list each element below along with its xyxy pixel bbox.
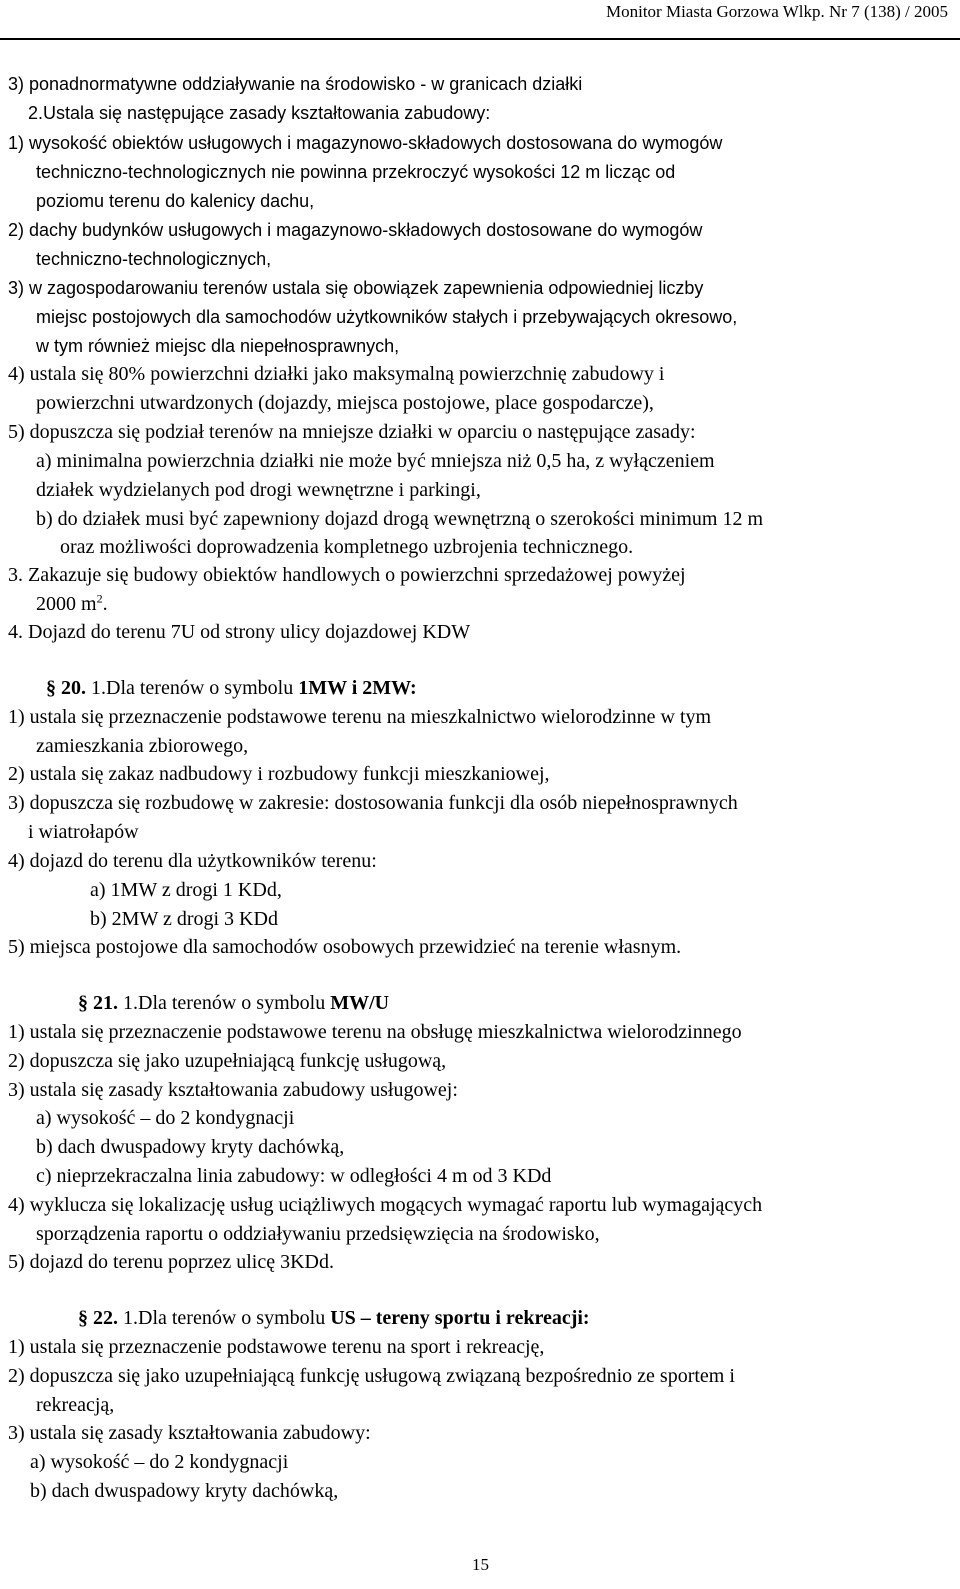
text-line: b) do działek musi być zapewniony dojazd drogą wewnętrzną o szerokości minimum 12 m — [36, 508, 764, 530]
text-line: b) 2MW z drogi 3 KDd — [90, 908, 278, 930]
text-line: 5) dopuszcza się podział terenów na mniejsze działki w oparciu o następujące zasady: — [8, 421, 696, 443]
text-line: 3) ustala się zasady kształtowania zabudowy: — [8, 1422, 371, 1444]
text-line: 2) ustala się zakaz nadbudowy i rozbudowy funkcji mieszkaniowej, — [8, 763, 550, 785]
text-line: 4. Dojazd do terenu 7U od strony ulicy dojazdowej KDW — [8, 621, 471, 643]
text-line: działek wydzielanych pod drogi wewnętrzne i parkingi, — [36, 479, 481, 501]
area-value: 2000 m — [36, 593, 97, 615]
text-line: 3) dopuszcza się rozbudowę w zakresie: dostosowania funkcji dla osób niepełnosprawnych — [8, 792, 738, 814]
section-21-heading — [78, 991, 389, 1015]
text-line: sporządzenia raportu o oddziaływaniu przedsięwzięcia na środowisko, — [36, 1223, 600, 1245]
text-line: miejsc postojowych dla samochodów użytkowników stałych i przebywających okresowo, — [36, 307, 738, 327]
header-rule — [0, 38, 960, 40]
text-line: poziomu terenu do kalenicy dachu, — [36, 191, 315, 211]
period: . — [102, 593, 108, 615]
section-symbol: 1MW i 2MW: — [298, 677, 417, 699]
text-line: 1) ustala się przeznaczenie podstawowe terenu na obsługę mieszkalnictwa wielorodzinnego — [8, 1021, 742, 1043]
text-line: 3. Zakazuje się budowy obiektów handlowych o powierzchni sprzedażowej powyżej — [8, 564, 686, 586]
text-line: b) dach dwuspadowy kryty dachówką, — [36, 1136, 345, 1158]
page-header: Monitor Miasta Gorzowa Wlkp. Nr 7 (138) / 2005 — [606, 2, 948, 21]
text-line: c) nieprzekraczalna linia zabudowy: w odległości 4 m od 3 KDd — [36, 1165, 552, 1187]
section-number: § 22. — [78, 1307, 118, 1329]
text-line: 2) dopuszcza się jako uzupełniającą funkcję usługową związaną bezpośrednio ze sportem i — [8, 1365, 735, 1387]
text-line: a) wysokość – do 2 kondygnacji — [36, 1107, 295, 1129]
text-line: 1) ustala się przeznaczenie podstawowe terenu na mieszkalnictwo wielorodzinne w tym — [8, 706, 712, 728]
text-line: oraz możliwości doprowadzenia kompletnego uzbrojenia technicznego. — [60, 536, 634, 558]
section-symbol: MW/U — [330, 992, 390, 1014]
text-line: 4) ustala się 80% powierzchni działki jako maksymalną powierzchnię zabudowy i — [8, 363, 665, 385]
text-line — [36, 160, 942, 184]
text-line: rekreacją, — [36, 1394, 115, 1416]
text-line: powierzchni utwardzonych (dojazdy, miejsca postojowe, place gospodarcze), — [36, 392, 654, 414]
text-line: 3) ponadnormatywne oddziaływanie na środowisko - w granicach działki — [8, 74, 583, 94]
text-line: 2) dopuszcza się jako uzupełniającą funkcję usługową, — [8, 1050, 447, 1072]
text-line: 3) w zagospodarowaniu terenów ustala się obowiązek zapewnienia odpowiedniej liczby — [8, 278, 704, 298]
text-line: 5) miejsca postojowe dla samochodów osobowych przewidzieć na terenie własnym. — [8, 936, 682, 958]
section-intro: 1.Dla terenów o symbolu — [86, 677, 299, 699]
section-20-heading — [46, 676, 417, 700]
text-line: i wiatrołapów — [28, 821, 139, 843]
text-line: zamieszkania zbiorowego, — [36, 735, 249, 757]
superscript: 2 — [96, 591, 103, 606]
text-line — [36, 592, 108, 616]
text-line: 5) dojazd do terenu poprzez ulicę 3KDd. — [8, 1251, 334, 1273]
section-intro: 1.Dla terenów o symbolu — [118, 1307, 331, 1329]
text-line: a) wysokość – do 2 kondygnacji — [30, 1451, 289, 1473]
text-line: a) 1MW z drogi 1 KDd, — [90, 879, 282, 901]
section-symbol: US – tereny sportu i rekreacji: — [330, 1307, 590, 1329]
section-number: § 21. — [78, 992, 118, 1014]
text-line: 1) wysokość obiektów usługowych i magazynowo-składowych dostosowana do wymogów — [8, 133, 723, 153]
text-line: 3) ustala się zasady kształtowania zabudowy usługowej: — [8, 1079, 458, 1101]
text-line: w tym również miejsc dla niepełnosprawnych, — [36, 336, 400, 356]
text-line: 2.Ustala się następujące zasady kształtowania zabudowy: — [28, 103, 491, 123]
text-line: 4) wyklucza się lokalizację usług uciążliwych mogących wymagać raportu lub wymagających — [8, 1194, 763, 1216]
section-number: § 20. — [46, 677, 86, 699]
text-line: a) minimalna powierzchnia działki nie może być mniejsza niż 0,5 ha, z wyłączeniem — [36, 450, 715, 472]
text-line: b) dach dwuspadowy kryty dachówką, — [30, 1480, 339, 1502]
text-line: techniczno-technologicznych, — [36, 249, 272, 269]
section-intro: 1.Dla terenów o symbolu — [118, 992, 331, 1014]
text-line: 4) dojazd do terenu dla użytkowników terenu: — [8, 850, 377, 872]
text-line-content: techniczno-technologicznych nie powinna przekroczyć wysokości 12 m licząc od — [36, 162, 676, 182]
text-line: 2) dachy budynków usługowych i magazynowo-składowych dostosowane do wymogów — [8, 220, 703, 240]
text-line: 1) ustala się przeznaczenie podstawowe terenu na sport i rekreację, — [8, 1336, 545, 1358]
section-22-heading — [78, 1306, 590, 1330]
page-number: 15 — [472, 1555, 489, 1574]
